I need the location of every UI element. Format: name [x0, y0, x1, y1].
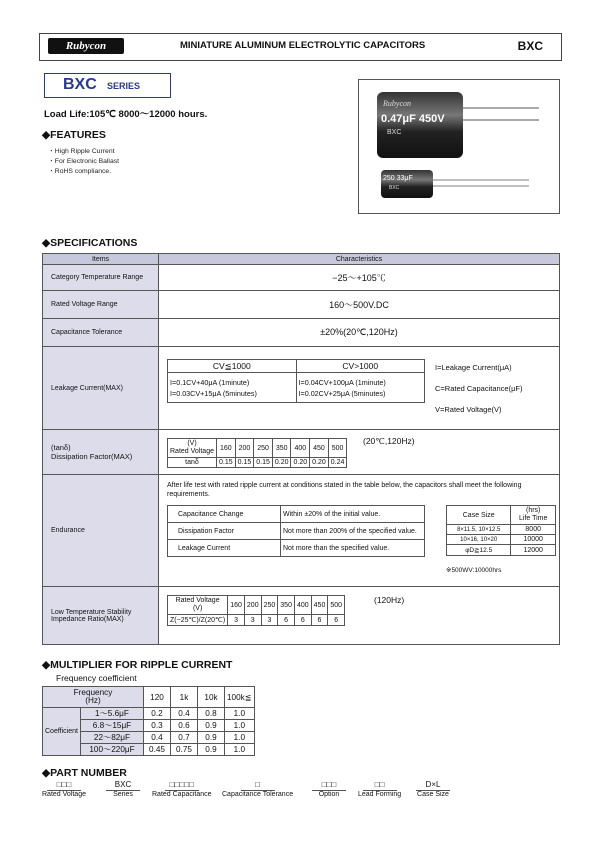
coefficient: 0.9: [198, 720, 225, 732]
multiplier-heading: ◆MULTIPLIER FOR RIPPLE CURRENT: [42, 659, 233, 671]
multiplier-table: [42, 686, 255, 756]
leakage-formula: I=0.03CV+15μA (5minutes): [170, 388, 257, 398]
coefficient: 1.0: [225, 732, 255, 744]
lt-voltage: 500: [328, 596, 345, 615]
multiplier-subheading: Frequency coefficient: [56, 673, 137, 683]
df-voltage: 250: [254, 439, 273, 458]
leakage-header-high: CV>1000: [296, 360, 425, 373]
endurance-note: ※500WV:10000hrs: [446, 567, 502, 574]
df-value: 0.15: [254, 458, 273, 468]
specifications-table: [42, 253, 560, 645]
lt-voltage-label: Rated Voltage: [175, 597, 220, 604]
impedance-table: [167, 595, 345, 626]
df-value: 0.15: [235, 458, 254, 468]
lt-value: 3: [244, 615, 261, 626]
lt-value: 6: [294, 615, 311, 626]
leakage-table: [167, 359, 425, 403]
coefficient: 1.0: [225, 720, 255, 732]
part-field: [222, 780, 293, 798]
lt-value: 6: [311, 615, 328, 626]
page-header: [39, 33, 562, 61]
lt-value: 3: [228, 615, 245, 626]
part-code: □□: [363, 780, 397, 791]
df-voltage: 450: [310, 439, 329, 458]
cap1-brand: Rubycon: [383, 99, 411, 108]
coefficient: 0.4: [171, 708, 198, 720]
case-size: 8×11.5, 10×12.5: [447, 525, 511, 535]
tolerance-label: Capacitance Tolerance: [43, 319, 159, 347]
lt-condition: (120Hz): [374, 595, 405, 605]
product-photo: [358, 79, 560, 214]
endurance-item: Dissipation Factor: [168, 523, 281, 540]
leakage-formula: I=0.04CV+100μA (1minute): [298, 377, 386, 387]
feature-item: ・For Electronic Ballast: [48, 158, 120, 165]
coefficient: 0.8: [198, 708, 225, 720]
df-condition: (20℃,120Hz): [363, 436, 415, 446]
df-voltage-label: Rated Voltage: [170, 448, 214, 455]
part-code: □□□: [47, 780, 81, 791]
life-time: 12000: [511, 545, 556, 556]
coefficient: 0.3: [144, 720, 171, 732]
part-code: BXC: [106, 780, 140, 791]
df-value: 0.24: [328, 458, 347, 468]
lt-voltage: 450: [311, 596, 328, 615]
df-unit: (V): [187, 440, 197, 447]
voltage-range-label: Rated Voltage Range: [43, 291, 159, 319]
part-code: D×L: [416, 780, 450, 791]
endurance-value: Not more than the specified value.: [281, 540, 425, 557]
leakage-note: I=Leakage Current(μA): [435, 363, 512, 372]
df-label: (tanδ): [51, 443, 71, 452]
coefficient: 0.9: [198, 732, 225, 744]
cap2-rating: 250 33μF: [383, 175, 413, 182]
part-field: [152, 780, 212, 798]
part-field: [358, 780, 401, 798]
part-code: □□□□□: [165, 780, 199, 791]
case-size: 10×16, 10×20: [447, 535, 511, 545]
lt-voltage: 160: [228, 596, 245, 615]
part-label: Rated Capacitance: [152, 791, 212, 798]
df-voltage: 350: [272, 439, 291, 458]
life-unit: (hrs): [526, 507, 541, 514]
lt-label: Impedance Ratio(MAX): [51, 615, 124, 623]
part-label: Series: [113, 791, 133, 798]
endurance-item: Capacitance Change: [168, 506, 281, 523]
endurance-text: After life test with rated ripple current at conditions stated in the table below, the capacitors shall meet the following requirements.: [167, 482, 522, 498]
part-label: Lead Forming: [358, 791, 402, 798]
case-size-header: Case Size: [447, 506, 511, 525]
endurance-label: Endurance: [43, 475, 159, 587]
capacitance-range: 22〜82μF: [80, 732, 143, 744]
part-label: Case Size: [417, 791, 449, 798]
df-voltage: 400: [291, 439, 310, 458]
leakage-note: C=Rated Capacitance(μF): [435, 384, 523, 393]
life-time: 8000: [511, 525, 556, 535]
coefficient: 0.9: [198, 744, 225, 756]
coefficient: 1.0: [225, 708, 255, 720]
specifications-heading: ◆SPECIFICATIONS: [42, 237, 138, 249]
cap2-series: BXC: [389, 185, 400, 191]
df-value: 0.15: [216, 458, 235, 468]
cap1-rating: 0.47μF 450V: [381, 113, 445, 125]
part-label: Capacitance Tolerance: [222, 791, 294, 798]
series-code: BXC: [517, 39, 543, 53]
lt-unit: (V): [192, 605, 203, 612]
document-title: MINIATURE ALUMINUM ELECTROLYTIC CAPACITORS: [180, 40, 426, 51]
characteristics-header: Characteristics: [159, 254, 560, 265]
endurance-table: [167, 505, 425, 557]
part-label: Rated Voltage: [42, 791, 86, 798]
voltage-range-value: 160〜500V.DC: [159, 291, 560, 319]
tolerance-value: ±20%(20℃,120Hz): [159, 319, 560, 347]
coefficient: 0.45: [144, 744, 171, 756]
lt-voltage: 250: [261, 596, 278, 615]
df-value: 0.20: [291, 458, 310, 468]
frequency-label: Frequency: [73, 688, 113, 697]
coefficient: 0.4: [144, 732, 171, 744]
part-code: □: [241, 780, 275, 791]
coefficient: 0.75: [171, 744, 198, 756]
leakage-note: V=Rated Voltage(V): [435, 405, 502, 414]
lt-voltage: 200: [244, 596, 261, 615]
coefficient: 0.6: [171, 720, 198, 732]
features-heading: ◆FEATURES: [42, 129, 106, 141]
df-voltage: 500: [328, 439, 347, 458]
part-field: [312, 780, 346, 798]
df-tan-label: tanδ: [168, 458, 217, 468]
life-table: [446, 505, 556, 556]
endurance-value: Not more than 200% of the specified value.: [281, 523, 425, 540]
part-number-heading: ◆PART NUMBER: [42, 767, 127, 779]
lt-value: 6: [278, 615, 295, 626]
life-time: 10000: [511, 535, 556, 545]
df-label: Dissipation Factor(MAX): [51, 452, 133, 461]
frequency: 10k: [198, 687, 225, 708]
series-label: SERIES: [107, 81, 141, 91]
df-voltage: 200: [235, 439, 254, 458]
lt-label: Low Temperature Stability: [51, 608, 132, 616]
temp-range-value: −25〜+105℃: [159, 265, 560, 291]
cap1-series: BXC: [387, 129, 402, 136]
frequency: 120: [144, 687, 171, 708]
endurance-item: Leakage Current: [168, 540, 281, 557]
lt-voltage: 400: [294, 596, 311, 615]
series-name: BXC: [63, 76, 97, 93]
part-field: [416, 780, 450, 798]
df-voltage: 160: [216, 439, 235, 458]
coefficient: 0.7: [171, 732, 198, 744]
leakage-formula: I=0.02CV+25μA (5minutes): [298, 388, 386, 398]
frequency-unit: (Hz): [85, 696, 101, 705]
capacitance-range: 1〜5.6μF: [80, 708, 143, 720]
series-box: [44, 73, 171, 98]
brand-logo: Rubycon: [48, 38, 124, 54]
df-table: [167, 438, 347, 468]
part-field: [106, 780, 140, 798]
case-size: φD≧12.5: [447, 545, 511, 556]
feature-item: ・RoHS compliance.: [48, 168, 112, 175]
coefficient: 0.2: [144, 708, 171, 720]
leakage-header-low: CV≦1000: [168, 360, 297, 373]
coefficient-label: Coefficient: [43, 708, 81, 756]
life-header: Life Time: [519, 515, 548, 522]
leakage-formula: I=0.1CV+40μA (1minute): [170, 377, 250, 387]
lt-row-label: Z(−25℃)/Z(20℃): [168, 615, 228, 626]
part-field: [42, 780, 86, 798]
part-code: □□□: [312, 780, 346, 791]
endurance-value: Within ±20% of the initial value.: [281, 506, 425, 523]
lt-value: 6: [328, 615, 345, 626]
df-value: 0.20: [272, 458, 291, 468]
capacitance-range: 100〜220μF: [80, 744, 143, 756]
capacitance-range: 6.8〜15μF: [80, 720, 143, 732]
df-value: 0.20: [310, 458, 329, 468]
items-header: Items: [43, 254, 159, 265]
frequency: 100k≦: [225, 687, 255, 708]
lt-voltage: 350: [278, 596, 295, 615]
load-life: Load Life:105℃ 8000〜12000 hours.: [44, 109, 208, 120]
leakage-label: Leakage Current(MAX): [43, 347, 159, 430]
part-label: Option: [318, 791, 340, 798]
coefficient: 1.0: [225, 744, 255, 756]
lt-value: 3: [261, 615, 278, 626]
frequency: 1k: [171, 687, 198, 708]
temp-range-label: Category Temperature Range: [43, 265, 159, 291]
feature-item: ・High Ripple Current: [48, 148, 115, 155]
